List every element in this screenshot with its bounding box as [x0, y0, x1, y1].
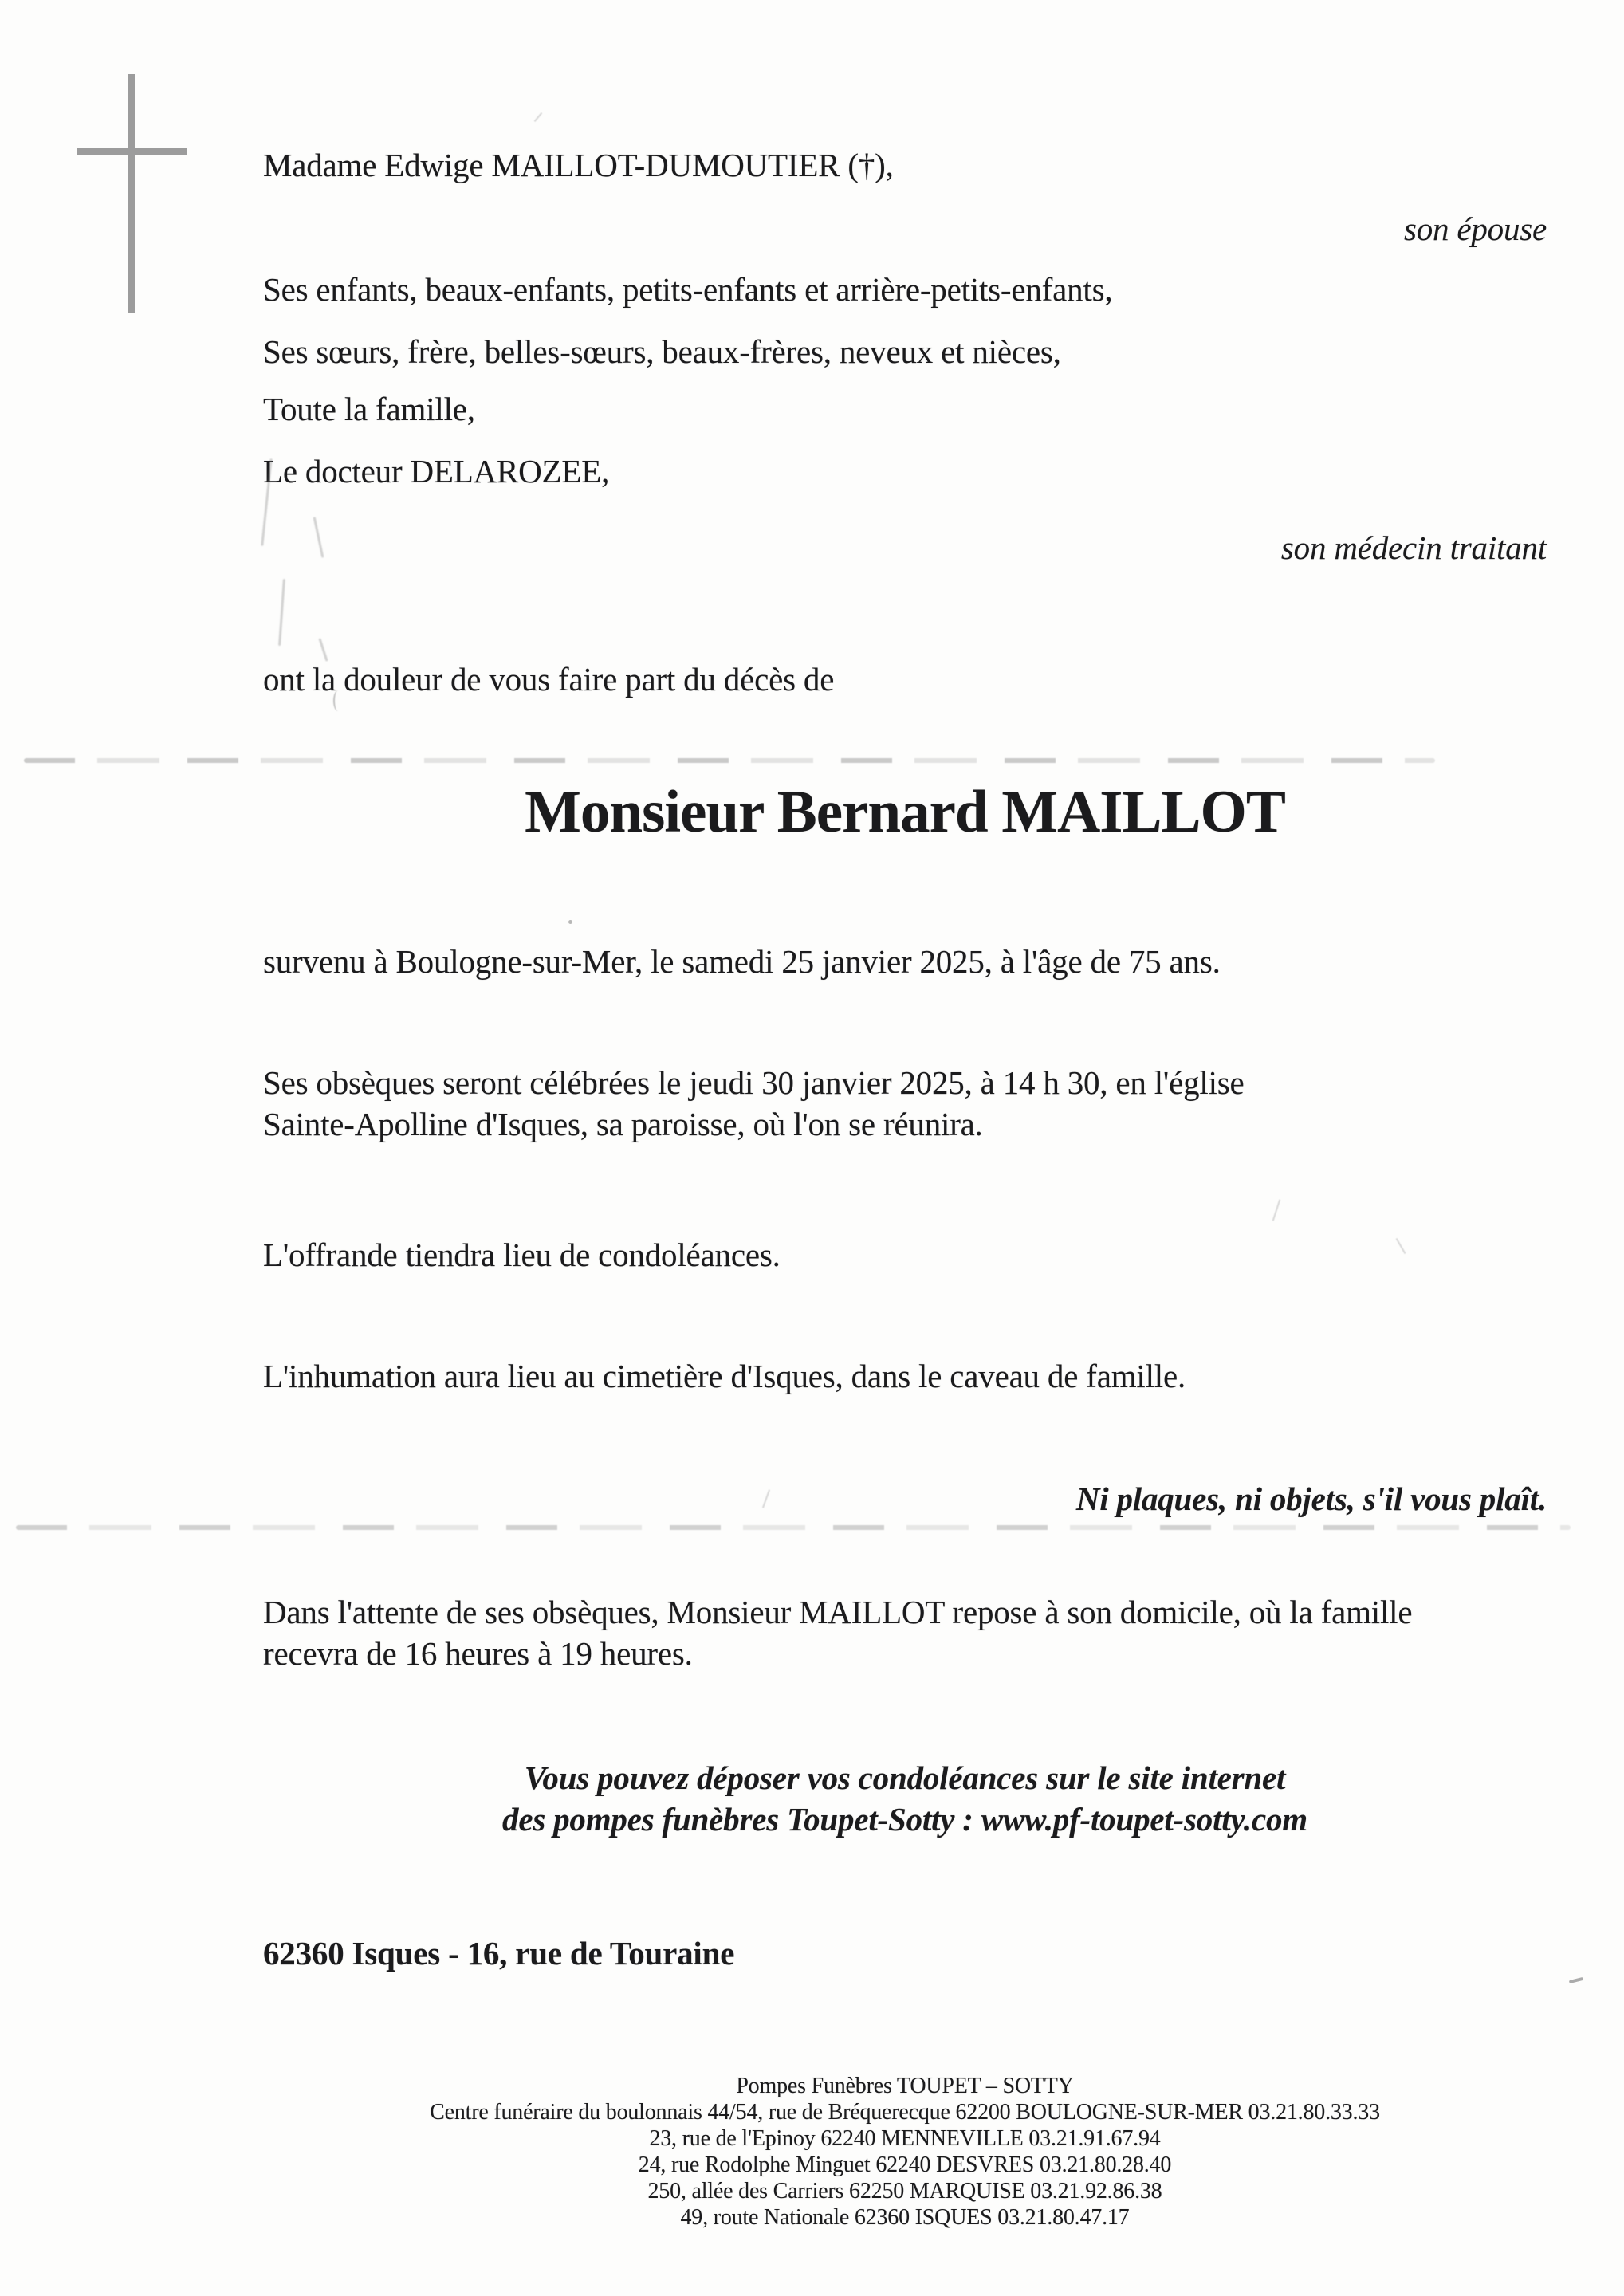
family-line-soeurs: Ses sœurs, frère, belles-sœurs, beaux-frères, neveux et nièces, — [263, 333, 1061, 370]
home-address: 62360 Isques - 16, rue de Touraine — [263, 1935, 735, 1972]
death-details-line: survenu à Boulogne-sur-Mer, le samedi 25 janvier 2025, à l'âge de 75 ans. — [263, 943, 1221, 980]
repose-line-2: recevra de 16 heures à 19 heures. — [263, 1635, 693, 1672]
cross-horizontal-bar — [77, 148, 187, 155]
scan-smudge-artifact-3 — [278, 579, 285, 646]
funeral-home-footer — [263, 2073, 1547, 2231]
funeral-home-location-marquise: 250, allée des Carriers 62250 MARQUISE 03.21.92.86.38 — [647, 2179, 1162, 2204]
funeral-home-location-isques: 49, route Nationale 62360 ISQUES 03.21.80.47.17 — [680, 2205, 1130, 2230]
scan-hair-artifact-1 — [1272, 1199, 1281, 1221]
funeral-home-name: Pompes Funèbres TOUPET – SOTTY — [736, 2074, 1074, 2098]
deceased-name-title: Monsieur Bernard MAILLOT — [525, 779, 1285, 845]
repose-line-1: Dans l'attente de ses obsèques, Monsieur MAILLOT repose à son domicile, où la famille — [263, 1594, 1413, 1630]
family-line-madame: Madame Edwige MAILLOT-DUMOUTIER (†), — [263, 147, 894, 183]
condolences-website-notice — [263, 1757, 1547, 1840]
attribution-medecin: son médecin traitant — [1280, 529, 1547, 566]
plaques-notice: Ni plaques, ni objets, s'il vous plaît. — [1075, 1480, 1547, 1517]
funeral-service-line-1: Ses obsèques seront célébrées le jeudi 30 janvier 2025, à 14 h 30, en l'église — [263, 1064, 1245, 1101]
cross-vertical-bar — [128, 74, 135, 313]
condolences-notice-line-2: des pompes funèbres Toupet-Sotty : www.pf-toupet-sotty.com — [502, 1801, 1307, 1838]
announcement-intro: ont la douleur de vous faire part du décès de — [263, 661, 835, 698]
family-line-famille: Toute la famille, — [263, 391, 475, 427]
scan-speck-artifact-1 — [568, 920, 572, 924]
condolences-notice-line-1: Vous pouvez déposer vos condoléances sur le site internet — [524, 1759, 1286, 1796]
funeral-home-location-desvres: 24, rue Rodolphe Minguet 62240 DESVRES 03.21.80.28.40 — [638, 2152, 1172, 2177]
funeral-service-paragraph — [263, 1062, 1547, 1145]
scan-streak-artifact-2 — [16, 1525, 1571, 1530]
scan-streak-artifact-1 — [24, 758, 1435, 763]
attribution-epouse: son épouse — [1403, 210, 1547, 247]
scan-pen-tick-artifact — [1569, 1977, 1583, 1983]
funeral-home-location-boulogne: Centre funéraire du boulonnais 44/54, rue de Bréquerecque 62200 BOULOGNE-SUR-MER 03.21.80.33.33 — [430, 2100, 1380, 2125]
funeral-home-location-menneville: 23, rue de l'Epinoy 62240 MENNEVILLE 03.21.91.67.94 — [649, 2126, 1161, 2151]
scan-hair-artifact-4 — [534, 112, 543, 122]
inhumation-line: L'inhumation aura lieu au cimetière d'Isques, dans le caveau de famille. — [263, 1358, 1186, 1394]
offrande-line: L'offrande tiendra lieu de condoléances. — [263, 1236, 781, 1273]
repose-paragraph — [263, 1591, 1547, 1674]
family-line-enfants: Ses enfants, beaux-enfants, petits-enfants et arrière-petits-enfants, — [263, 271, 1113, 308]
funeral-service-line-2: Sainte-Apolline d'Isques, sa paroisse, où l'on se réunira. — [263, 1106, 983, 1142]
memorial-cross-icon — [68, 72, 195, 319]
family-line-docteur: Le docteur DELAROZEE, — [263, 453, 610, 489]
